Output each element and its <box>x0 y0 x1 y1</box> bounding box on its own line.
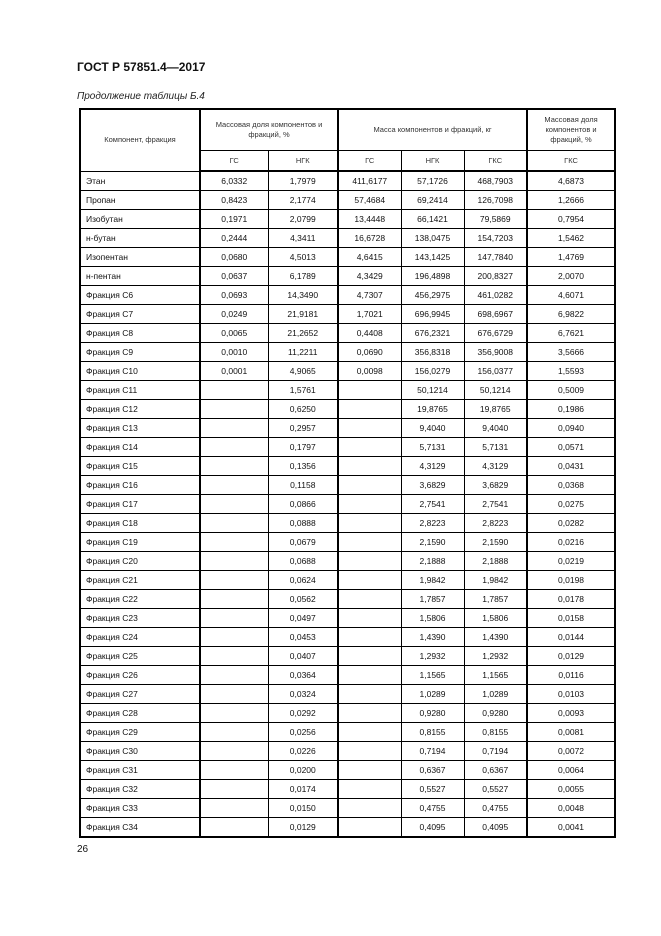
value-cell: 0,0637 <box>200 267 268 286</box>
table-row <box>80 704 615 723</box>
value-cell: 0,6367 <box>401 761 464 780</box>
value-cell: 0,0292 <box>268 704 338 723</box>
value-cell <box>200 666 268 685</box>
component-name-cell: Фракция С25 <box>80 647 200 666</box>
value-cell: 6,9822 <box>527 305 615 324</box>
value-cell: 2,1774 <box>268 191 338 210</box>
component-name-cell: Фракция С18 <box>80 514 200 533</box>
table-row <box>80 286 615 305</box>
table-row <box>80 799 615 818</box>
value-cell <box>200 685 268 704</box>
table-row <box>80 780 615 799</box>
value-cell: 0,0688 <box>268 552 338 571</box>
value-cell: 4,3411 <box>268 229 338 248</box>
value-cell: 1,7021 <box>338 305 401 324</box>
value-cell <box>338 742 401 761</box>
value-cell: 0,0064 <box>527 761 615 780</box>
value-cell: 0,1158 <box>268 476 338 495</box>
value-cell: 468,7903 <box>464 171 527 191</box>
value-cell <box>200 780 268 799</box>
value-cell <box>200 799 268 818</box>
value-cell: 0,0129 <box>527 647 615 666</box>
value-cell: 0,0407 <box>268 647 338 666</box>
subheader: НГК <box>268 151 338 172</box>
value-cell: 3,6829 <box>464 476 527 495</box>
value-cell: 0,0065 <box>200 324 268 343</box>
document-id: ГОСТ Р 57851.4—2017 <box>77 60 206 74</box>
value-cell <box>200 457 268 476</box>
table-row <box>80 571 615 590</box>
value-cell: 0,0888 <box>268 514 338 533</box>
value-cell: 19,8765 <box>464 400 527 419</box>
value-cell: 3,5666 <box>527 343 615 362</box>
value-cell: 0,0282 <box>527 514 615 533</box>
value-cell: 0,0174 <box>268 780 338 799</box>
value-cell: 0,2957 <box>268 419 338 438</box>
value-cell: 196,4898 <box>401 267 464 286</box>
value-cell: 0,0001 <box>200 362 268 381</box>
value-cell: 1,5593 <box>527 362 615 381</box>
value-cell: 4,7307 <box>338 286 401 305</box>
value-cell: 4,6415 <box>338 248 401 267</box>
value-cell <box>200 533 268 552</box>
value-cell: 0,7194 <box>464 742 527 761</box>
table-row <box>80 248 615 267</box>
table-row <box>80 628 615 647</box>
composition-table <box>79 108 616 838</box>
value-cell: 0,0497 <box>268 609 338 628</box>
value-cell <box>338 723 401 742</box>
value-cell: 4,6071 <box>527 286 615 305</box>
value-cell: 0,7954 <box>527 210 615 229</box>
value-cell: 0,5527 <box>401 780 464 799</box>
value-cell: 0,0081 <box>527 723 615 742</box>
value-cell <box>338 381 401 400</box>
component-name-cell: Пропан <box>80 191 200 210</box>
value-cell: 0,0144 <box>527 628 615 647</box>
value-cell: 0,0679 <box>268 533 338 552</box>
value-cell: 57,1726 <box>401 171 464 191</box>
value-cell: 0,0048 <box>527 799 615 818</box>
value-cell: 1,5462 <box>527 229 615 248</box>
value-cell <box>338 590 401 609</box>
value-cell: 2,8223 <box>464 514 527 533</box>
component-name-cell: Фракция С11 <box>80 381 200 400</box>
value-cell <box>338 419 401 438</box>
value-cell <box>338 628 401 647</box>
value-cell: 138,0475 <box>401 229 464 248</box>
component-name-cell: Фракция С28 <box>80 704 200 723</box>
value-cell: 0,1971 <box>200 210 268 229</box>
value-cell: 1,7979 <box>268 171 338 191</box>
value-cell <box>338 476 401 495</box>
value-cell: 4,3129 <box>401 457 464 476</box>
table-row <box>80 609 615 628</box>
value-cell: 0,0198 <box>527 571 615 590</box>
value-cell: 1,5761 <box>268 381 338 400</box>
value-cell <box>200 400 268 419</box>
component-name-cell: Фракция С22 <box>80 590 200 609</box>
component-name-cell: Фракция С19 <box>80 533 200 552</box>
value-cell: 156,0377 <box>464 362 527 381</box>
value-cell: 0,5009 <box>527 381 615 400</box>
component-name-cell: Фракция С29 <box>80 723 200 742</box>
table-row <box>80 514 615 533</box>
subheader: ГКС <box>527 151 615 172</box>
value-cell: 0,0010 <box>200 343 268 362</box>
table-row <box>80 742 615 761</box>
value-cell: 676,2321 <box>401 324 464 343</box>
value-cell: 356,8318 <box>401 343 464 362</box>
value-cell: 1,1565 <box>401 666 464 685</box>
header-mass-fraction-gks: Массовая доля компонентов и фракций, % <box>527 109 615 151</box>
value-cell: 0,8155 <box>464 723 527 742</box>
table-row <box>80 171 615 191</box>
value-cell: 676,6729 <box>464 324 527 343</box>
value-cell: 1,7857 <box>401 590 464 609</box>
value-cell <box>338 552 401 571</box>
header-mass-fraction-feed: Массовая доля компонентов и фракций, % <box>200 109 338 151</box>
value-cell: 0,0226 <box>268 742 338 761</box>
value-cell: 0,0103 <box>527 685 615 704</box>
value-cell: 0,0158 <box>527 609 615 628</box>
value-cell: 1,0289 <box>464 685 527 704</box>
value-cell: 0,2444 <box>200 229 268 248</box>
component-name-cell: Этан <box>80 171 200 191</box>
value-cell: 696,9945 <box>401 305 464 324</box>
value-cell: 5,7131 <box>464 438 527 457</box>
value-cell <box>200 628 268 647</box>
value-cell: 4,5013 <box>268 248 338 267</box>
value-cell: 0,4095 <box>401 818 464 838</box>
value-cell: 0,7194 <box>401 742 464 761</box>
component-name-cell: Фракция С13 <box>80 419 200 438</box>
value-cell: 0,0940 <box>527 419 615 438</box>
value-cell <box>338 666 401 685</box>
value-cell: 0,0364 <box>268 666 338 685</box>
value-cell: 0,0041 <box>527 818 615 838</box>
value-cell: 2,1888 <box>464 552 527 571</box>
table-row <box>80 438 615 457</box>
component-name-cell: Фракция С23 <box>80 609 200 628</box>
value-cell: 0,6250 <box>268 400 338 419</box>
component-name-cell: Фракция С17 <box>80 495 200 514</box>
value-cell: 1,4769 <box>527 248 615 267</box>
value-cell: 461,0282 <box>464 286 527 305</box>
value-cell <box>200 761 268 780</box>
value-cell: 14,3490 <box>268 286 338 305</box>
table-row <box>80 666 615 685</box>
subheader: ГС <box>200 151 268 172</box>
value-cell: 0,8155 <box>401 723 464 742</box>
table-row <box>80 761 615 780</box>
component-name-cell: Фракция С7 <box>80 305 200 324</box>
value-cell: 0,0249 <box>200 305 268 324</box>
header-component: Компонент, фракция <box>80 109 200 171</box>
value-cell: 1,9842 <box>464 571 527 590</box>
value-cell: 0,6367 <box>464 761 527 780</box>
value-cell: 1,0289 <box>401 685 464 704</box>
table-row <box>80 305 615 324</box>
value-cell: 2,7541 <box>464 495 527 514</box>
value-cell: 0,5527 <box>464 780 527 799</box>
table-row <box>80 191 615 210</box>
value-cell: 1,1565 <box>464 666 527 685</box>
value-cell: 57,4684 <box>338 191 401 210</box>
value-cell: 1,2932 <box>401 647 464 666</box>
value-cell <box>200 704 268 723</box>
table-row <box>80 533 615 552</box>
value-cell: 0,0368 <box>527 476 615 495</box>
value-cell: 0,0098 <box>338 362 401 381</box>
value-cell <box>338 457 401 476</box>
value-cell: 156,0279 <box>401 362 464 381</box>
value-cell: 143,1425 <box>401 248 464 267</box>
value-cell: 0,0690 <box>338 343 401 362</box>
value-cell: 0,0216 <box>527 533 615 552</box>
value-cell: 1,7857 <box>464 590 527 609</box>
component-name-cell: н-бутан <box>80 229 200 248</box>
table-row <box>80 343 615 362</box>
component-name-cell: Фракция С34 <box>80 818 200 838</box>
value-cell: 21,2652 <box>268 324 338 343</box>
value-cell: 0,0256 <box>268 723 338 742</box>
value-cell: 9,4040 <box>401 419 464 438</box>
value-cell: 0,4408 <box>338 324 401 343</box>
component-name-cell: Фракция С32 <box>80 780 200 799</box>
value-cell: 1,4390 <box>401 628 464 647</box>
page-number: 26 <box>77 844 89 855</box>
value-cell: 0,8423 <box>200 191 268 210</box>
value-cell: 6,1789 <box>268 267 338 286</box>
value-cell: 21,9181 <box>268 305 338 324</box>
value-cell: 1,9842 <box>401 571 464 590</box>
component-name-cell: Фракция С9 <box>80 343 200 362</box>
value-cell: 698,6967 <box>464 305 527 324</box>
table-row <box>80 324 615 343</box>
value-cell: 126,7098 <box>464 191 527 210</box>
component-name-cell: Фракция С30 <box>80 742 200 761</box>
value-cell <box>200 590 268 609</box>
value-cell: 0,1797 <box>268 438 338 457</box>
value-cell: 147,7840 <box>464 248 527 267</box>
value-cell: 356,9008 <box>464 343 527 362</box>
component-name-cell: Фракция С20 <box>80 552 200 571</box>
value-cell: 16,6728 <box>338 229 401 248</box>
component-name-cell: Фракция С12 <box>80 400 200 419</box>
table-row <box>80 552 615 571</box>
table-row <box>80 400 615 419</box>
value-cell <box>200 742 268 761</box>
value-cell: 0,0431 <box>527 457 615 476</box>
value-cell: 6,7621 <box>527 324 615 343</box>
value-cell: 0,4095 <box>464 818 527 838</box>
value-cell: 0,0116 <box>527 666 615 685</box>
value-cell: 69,2414 <box>401 191 464 210</box>
value-cell: 0,0680 <box>200 248 268 267</box>
value-cell: 456,2975 <box>401 286 464 305</box>
table-row <box>80 476 615 495</box>
value-cell: 2,0070 <box>527 267 615 286</box>
table-row <box>80 685 615 704</box>
value-cell: 4,3129 <box>464 457 527 476</box>
value-cell: 2,1590 <box>464 533 527 552</box>
value-cell: 1,2932 <box>464 647 527 666</box>
value-cell: 0,0275 <box>527 495 615 514</box>
component-name-cell: Фракция С14 <box>80 438 200 457</box>
value-cell <box>338 647 401 666</box>
component-name-cell: Фракция С8 <box>80 324 200 343</box>
value-cell: 0,0178 <box>527 590 615 609</box>
value-cell: 0,0562 <box>268 590 338 609</box>
component-name-cell: Фракция С15 <box>80 457 200 476</box>
header-mass: Масса компонентов и фракций, кг <box>338 109 527 151</box>
value-cell: 0,4755 <box>401 799 464 818</box>
subheader: ГС <box>338 151 401 172</box>
value-cell: 5,7131 <box>401 438 464 457</box>
component-name-cell: н-пентан <box>80 267 200 286</box>
component-name-cell: Фракция С27 <box>80 685 200 704</box>
table-body <box>80 171 615 837</box>
table-row <box>80 723 615 742</box>
table-row <box>80 457 615 476</box>
value-cell: 1,5806 <box>464 609 527 628</box>
value-cell: 0,0129 <box>268 818 338 838</box>
value-cell <box>338 685 401 704</box>
value-cell <box>200 609 268 628</box>
value-cell: 0,0093 <box>527 704 615 723</box>
value-cell: 4,9065 <box>268 362 338 381</box>
value-cell <box>200 495 268 514</box>
value-cell <box>338 533 401 552</box>
value-cell <box>200 552 268 571</box>
value-cell: 0,4755 <box>464 799 527 818</box>
value-cell: 6,0332 <box>200 171 268 191</box>
value-cell <box>200 647 268 666</box>
value-cell <box>338 609 401 628</box>
value-cell <box>338 514 401 533</box>
value-cell: 0,1356 <box>268 457 338 476</box>
component-name-cell: Фракция С33 <box>80 799 200 818</box>
component-name-cell: Изобутан <box>80 210 200 229</box>
value-cell: 0,0693 <box>200 286 268 305</box>
value-cell: 200,8327 <box>464 267 527 286</box>
value-cell <box>338 799 401 818</box>
value-cell <box>338 400 401 419</box>
value-cell <box>338 818 401 838</box>
value-cell: 0,9280 <box>401 704 464 723</box>
value-cell <box>200 476 268 495</box>
value-cell <box>338 780 401 799</box>
value-cell <box>338 704 401 723</box>
value-cell: 11,2211 <box>268 343 338 362</box>
value-cell <box>338 571 401 590</box>
value-cell: 19,8765 <box>401 400 464 419</box>
table-row <box>80 419 615 438</box>
component-name-cell: Фракция С26 <box>80 666 200 685</box>
value-cell: 0,0219 <box>527 552 615 571</box>
value-cell <box>338 495 401 514</box>
value-cell: 0,0055 <box>527 780 615 799</box>
value-cell: 3,6829 <box>401 476 464 495</box>
value-cell: 0,0866 <box>268 495 338 514</box>
table-row <box>80 381 615 400</box>
value-cell: 2,0799 <box>268 210 338 229</box>
value-cell: 79,5869 <box>464 210 527 229</box>
value-cell <box>200 438 268 457</box>
value-cell: 4,6873 <box>527 171 615 191</box>
value-cell: 411,6177 <box>338 171 401 191</box>
table-row <box>80 495 615 514</box>
value-cell <box>200 514 268 533</box>
value-cell: 9,4040 <box>464 419 527 438</box>
value-cell: 0,0624 <box>268 571 338 590</box>
value-cell: 50,1214 <box>464 381 527 400</box>
value-cell: 154,7203 <box>464 229 527 248</box>
table-row <box>80 590 615 609</box>
value-cell: 0,1986 <box>527 400 615 419</box>
table-row <box>80 210 615 229</box>
value-cell <box>200 818 268 838</box>
value-cell: 2,1888 <box>401 552 464 571</box>
value-cell: 50,1214 <box>401 381 464 400</box>
value-cell: 0,0324 <box>268 685 338 704</box>
value-cell: 13,4448 <box>338 210 401 229</box>
component-name-cell: Фракция С6 <box>80 286 200 305</box>
value-cell: 2,7541 <box>401 495 464 514</box>
table-row <box>80 229 615 248</box>
value-cell: 1,2666 <box>527 191 615 210</box>
value-cell <box>338 438 401 457</box>
value-cell: 2,1590 <box>401 533 464 552</box>
value-cell <box>200 381 268 400</box>
subheader: ГКС <box>464 151 527 172</box>
table-row <box>80 362 615 381</box>
value-cell <box>200 723 268 742</box>
value-cell <box>338 761 401 780</box>
component-name-cell: Фракция С16 <box>80 476 200 495</box>
subheader: НГК <box>401 151 464 172</box>
value-cell: 0,0072 <box>527 742 615 761</box>
component-name-cell: Фракция С31 <box>80 761 200 780</box>
value-cell <box>200 419 268 438</box>
value-cell: 0,9280 <box>464 704 527 723</box>
table-row <box>80 647 615 666</box>
component-name-cell: Фракция С10 <box>80 362 200 381</box>
value-cell: 66,1421 <box>401 210 464 229</box>
value-cell <box>200 571 268 590</box>
component-name-cell: Фракция С21 <box>80 571 200 590</box>
table-row <box>80 818 615 838</box>
component-name-cell: Фракция С24 <box>80 628 200 647</box>
value-cell: 2,8223 <box>401 514 464 533</box>
value-cell: 1,5806 <box>401 609 464 628</box>
value-cell: 0,0453 <box>268 628 338 647</box>
component-name-cell: Изопентан <box>80 248 200 267</box>
value-cell: 4,3429 <box>338 267 401 286</box>
table-caption: Продолжение таблицы Б.4 <box>77 91 205 102</box>
value-cell: 0,0200 <box>268 761 338 780</box>
value-cell: 1,4390 <box>464 628 527 647</box>
value-cell: 0,0571 <box>527 438 615 457</box>
table-row <box>80 267 615 286</box>
value-cell: 0,0150 <box>268 799 338 818</box>
